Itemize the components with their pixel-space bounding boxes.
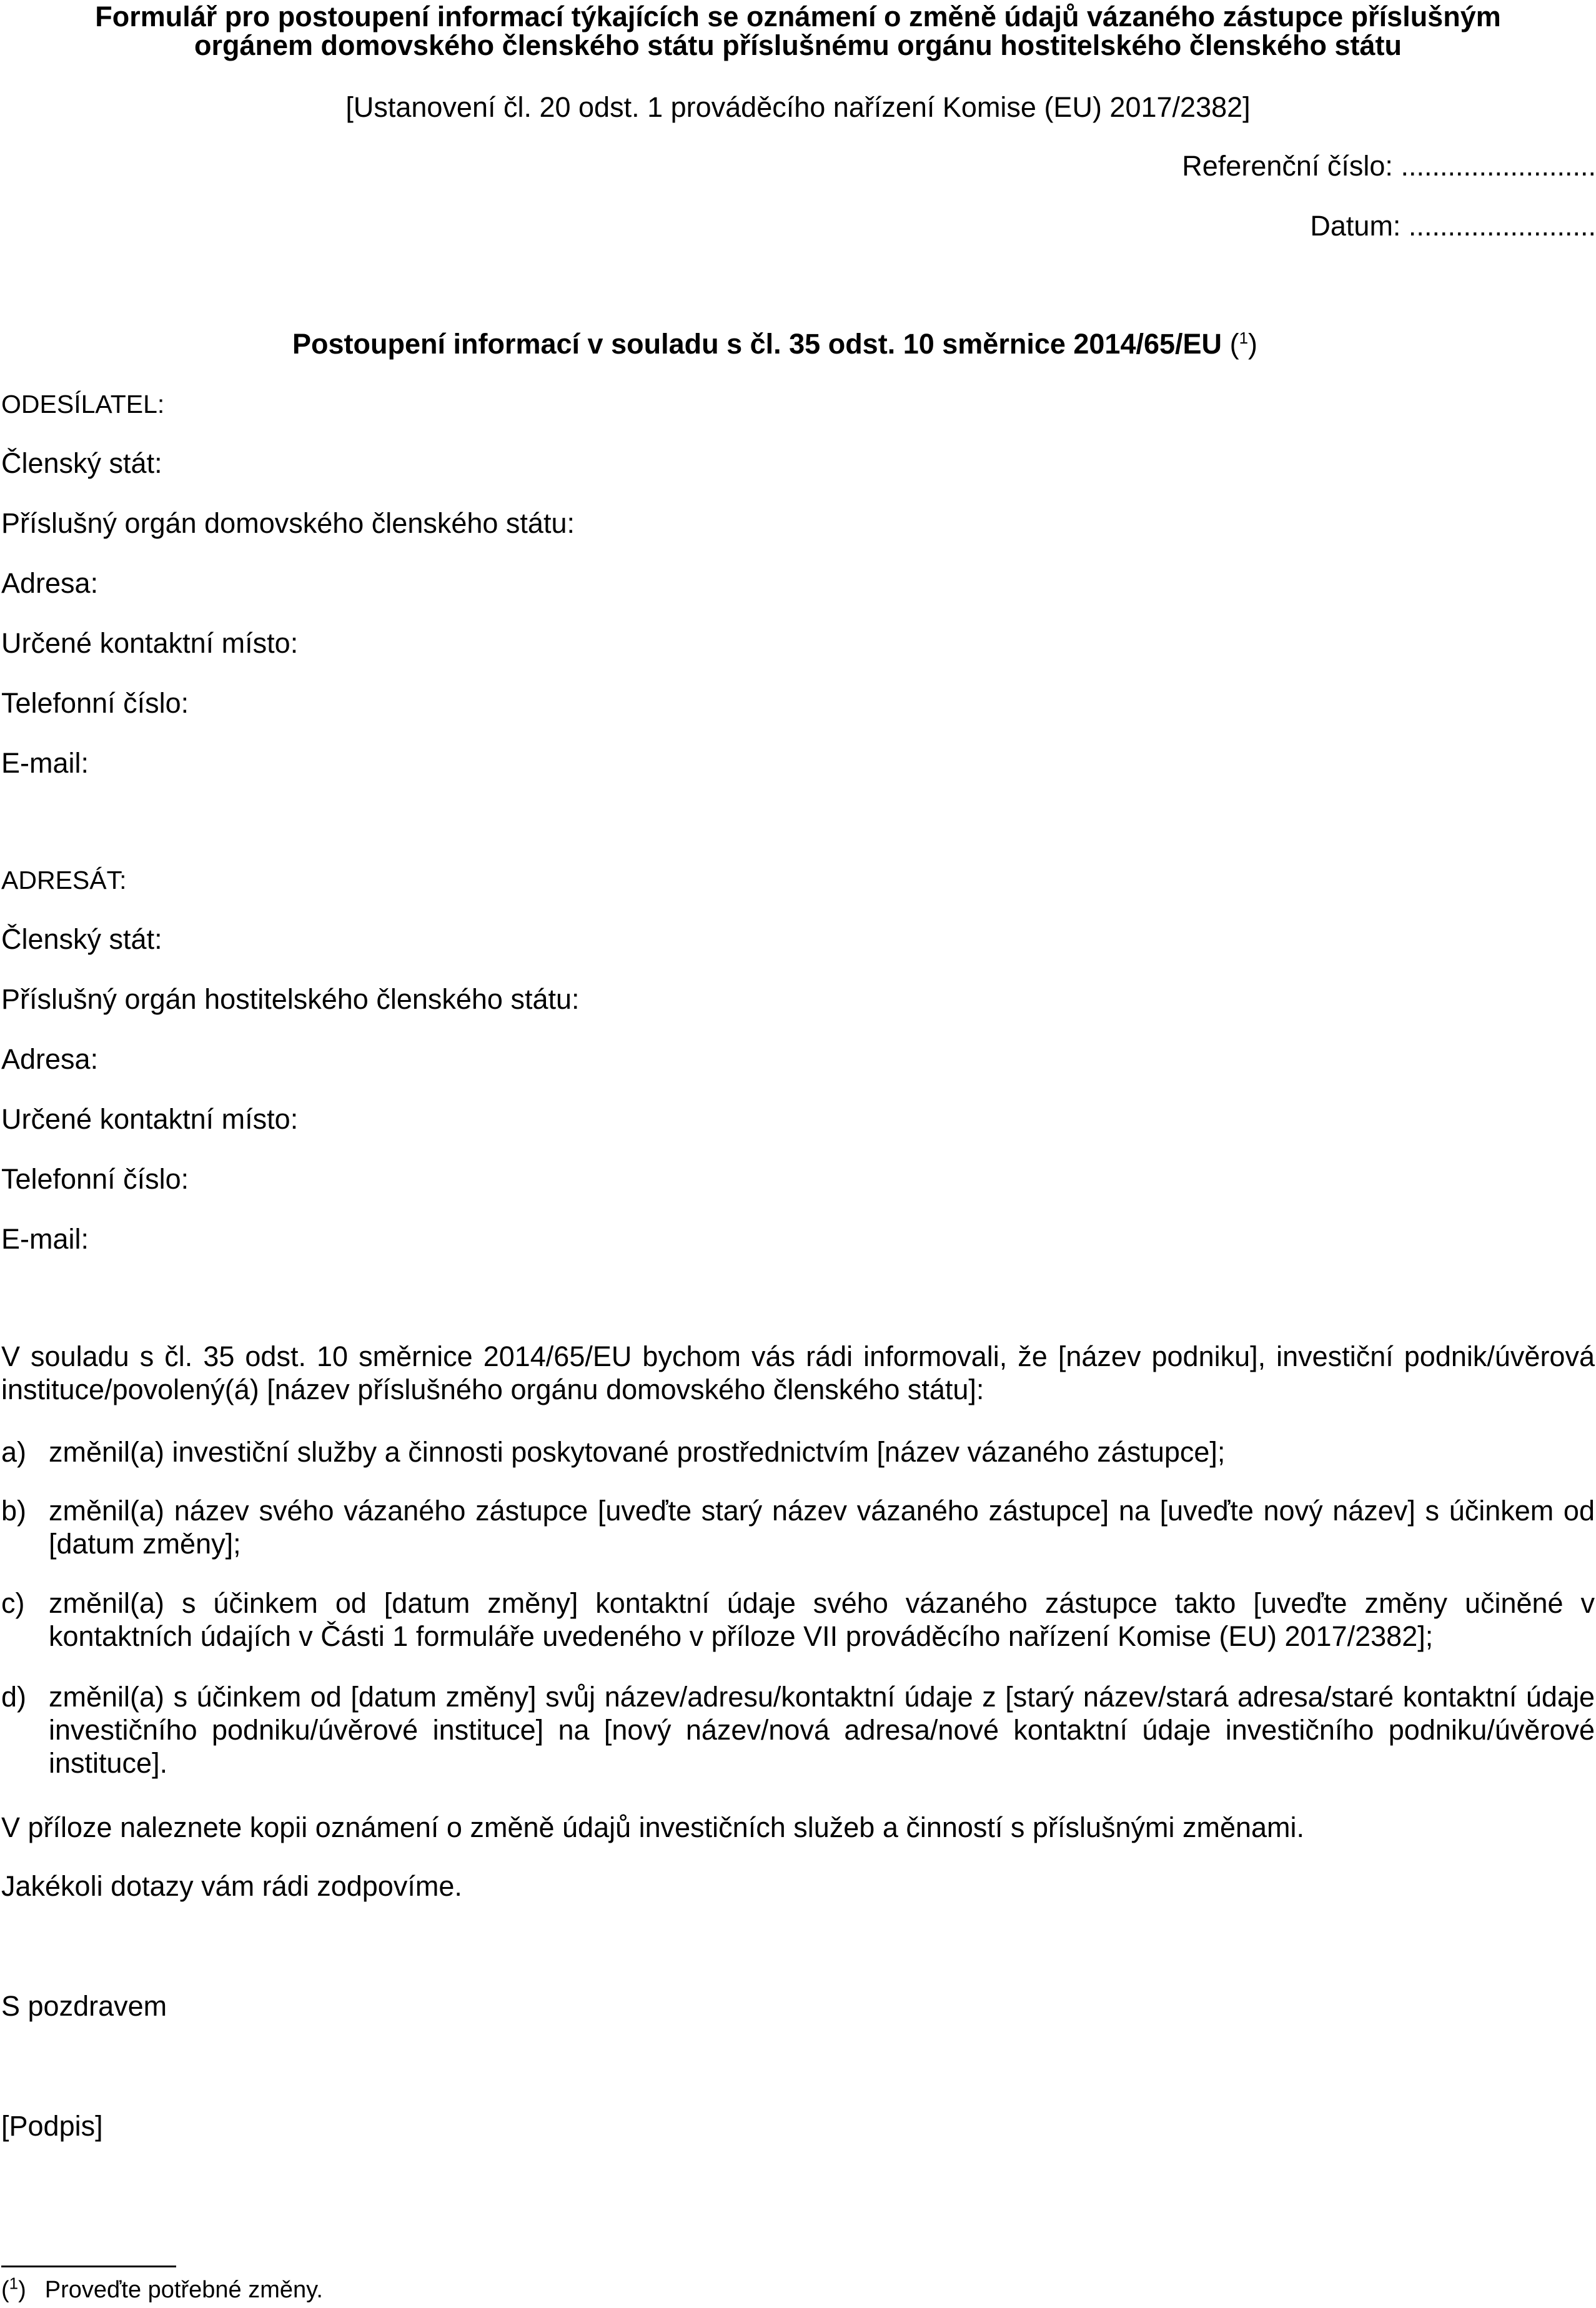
sender-address-label: Adresa: bbox=[1, 567, 99, 599]
recipient-label: ADRESÁT: bbox=[1, 866, 127, 894]
item-letter-c: c) bbox=[1, 1587, 25, 1619]
sender-email-label: E-mail: bbox=[1, 747, 89, 779]
item-letter-a: a) bbox=[1, 1436, 27, 1468]
closing-question: Jakékoli dotazy vám rádi zodpovíme. bbox=[1, 1870, 462, 1902]
footnote-open: ( bbox=[1, 2277, 9, 2303]
transmission-heading bbox=[292, 328, 1257, 360]
footnote-close: ) bbox=[18, 2277, 26, 2303]
recipient-email-label: E-mail: bbox=[1, 1223, 89, 1255]
sender-label: ODESÍLATEL: bbox=[1, 390, 165, 419]
heading-footnote-ref: 1 bbox=[1239, 329, 1249, 347]
intro-paragraph: V souladu s čl. 35 odst. 10 směrnice 2014/65/EU bychom vás rádi informovali, že [název podniku], investiční podnik/úvěrová instituce/povolený(á) [název příslušného orgánu domovského členského státu]: bbox=[1, 1340, 1595, 1405]
sender-contact-point-label: Určené kontaktní místo: bbox=[1, 627, 299, 659]
recipient-phone-label: Telefonní číslo: bbox=[1, 1163, 189, 1195]
recipient-address-label: Adresa: bbox=[1, 1043, 99, 1075]
heading-footnote-open: ( bbox=[1222, 328, 1239, 360]
legal-basis-subtitle: [Ustanovení čl. 20 odst. 1 prováděcího nařízení Komise (EU) 2017/2382] bbox=[345, 91, 1251, 123]
regards: S pozdravem bbox=[1, 1990, 167, 2022]
item-letter-b: b) bbox=[1, 1495, 27, 1527]
transmission-heading-text: Postoupení informací v souladu s čl. 35 odst. 10 směrnice 2014/65/EU bbox=[292, 328, 1222, 360]
item-text-c: změnil(a) s účinkem od [datum změny] kontaktní údaje svého vázaného zástupce takto [uveďte změny učiněné v kontaktních údajích v Části 1 formuláře uvedeného v příloze VII prováděcího nařízení Komise (EU) 2017/2382]; bbox=[49, 1587, 1595, 1652]
annex-note: V příloze naleznete kopii oznámení o změně údajů investičních služeb a činností s příslušnými změnami. bbox=[1, 1811, 1305, 1843]
heading-footnote-close: ) bbox=[1248, 328, 1258, 360]
recipient-member-state-label: Členský stát: bbox=[1, 923, 162, 955]
sender-authority-label: Příslušný orgán domovského členského státu: bbox=[1, 507, 575, 539]
recipient-contact-point-label: Určené kontaktní místo: bbox=[1, 1103, 299, 1135]
sender-phone-label: Telefonní číslo: bbox=[1, 687, 189, 719]
recipient-authority-label: Příslušný orgán hostitelského členského státu: bbox=[1, 983, 580, 1015]
reference-number-field: Referenční číslo: ......................... bbox=[1182, 150, 1596, 182]
item-text-a: změnil(a) investiční služby a činnosti poskytované prostřednictvím [název vázaného zástupce]; bbox=[49, 1436, 1226, 1468]
item-letter-d: d) bbox=[1, 1681, 27, 1713]
sender-member-state-label: Členský stát: bbox=[1, 447, 162, 479]
form-title-line-1: Formulář pro postoupení informací týkajících se oznámení o změně údajů vázaného zástupce příslušným bbox=[95, 1, 1501, 32]
footnote bbox=[1, 2274, 323, 2304]
item-text-d: změnil(a) s účinkem od [datum změny] svůj název/adresu/kontaktní údaje z [starý název/stará adresa/staré kontaktní údaje investičního podniku/úvěrové instituce] na [nový název/nová adresa/nové kontaktní údaje investičního podniku/úvěrové instituce]. bbox=[49, 1681, 1595, 1779]
item-text-b: změnil(a) název svého vázaného zástupce [uveďte starý název vázaného zástupce] na [uveďte nový název] s účinkem od [datum změny]; bbox=[49, 1495, 1595, 1560]
footnote-text: Proveďte potřebné změny. bbox=[44, 2277, 323, 2303]
footnote-ref: 1 bbox=[9, 2274, 19, 2293]
date-field: Datum: ........................ bbox=[1310, 210, 1596, 242]
signature-placeholder: [Podpis] bbox=[1, 2110, 103, 2142]
footnote-separator bbox=[1, 2266, 176, 2267]
form-title-line-2: orgánem domovského členského státu příslušnému orgánu hostitelského členského státu bbox=[194, 29, 1402, 61]
